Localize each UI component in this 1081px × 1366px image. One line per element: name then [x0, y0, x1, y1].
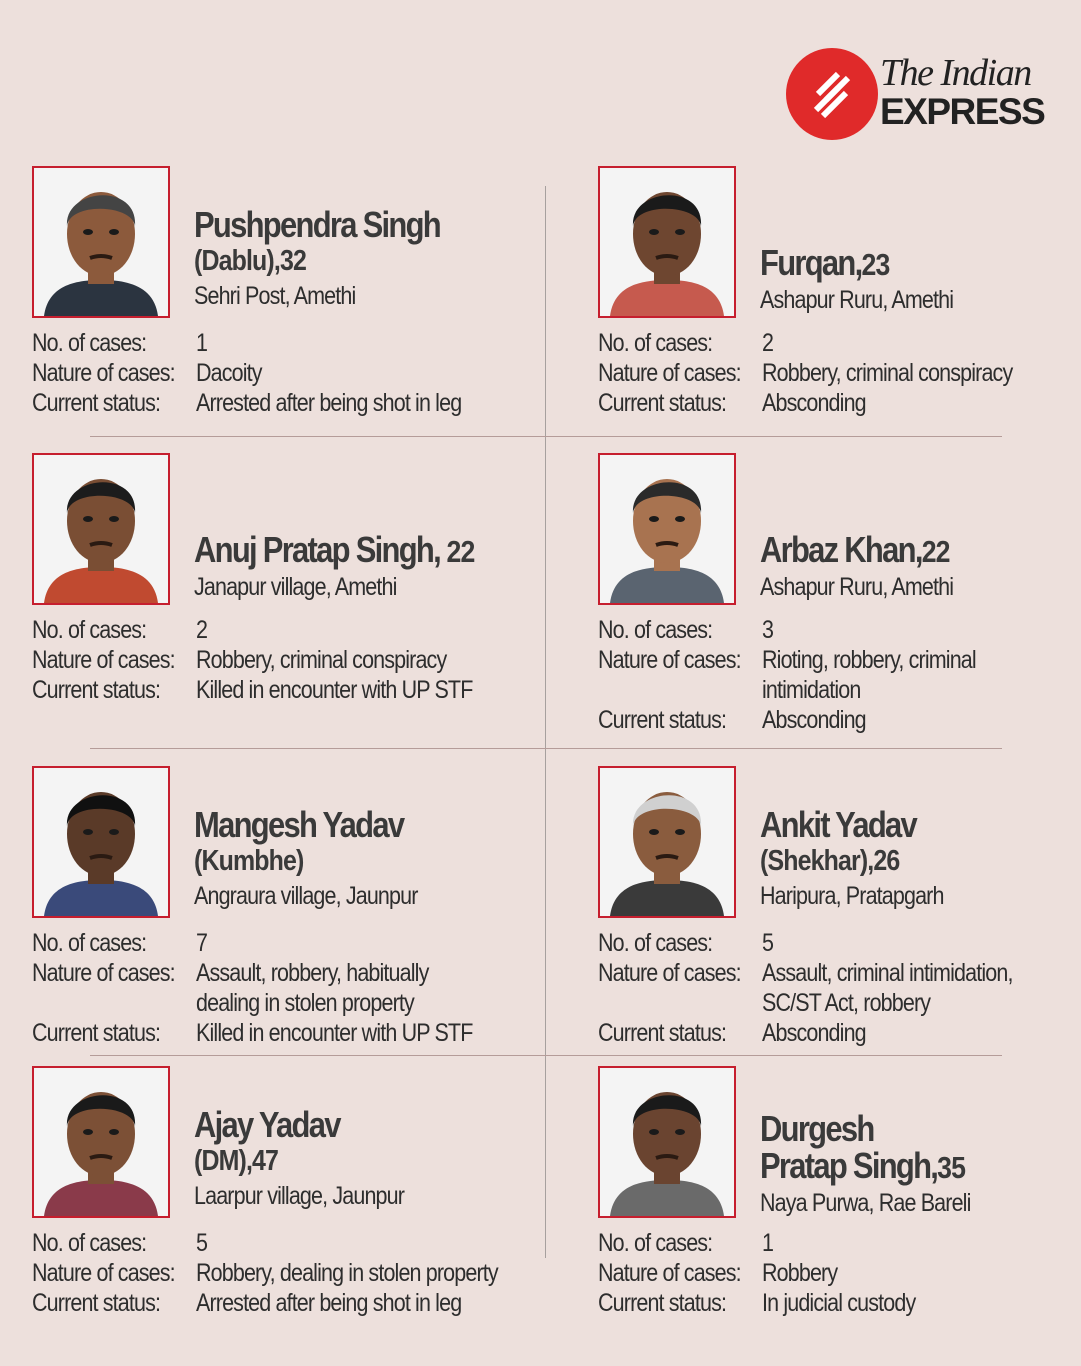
name-block	[194, 206, 480, 313]
cases-count-row-label: No. of cases:	[32, 329, 147, 357]
case-nature-row	[598, 645, 1078, 675]
person-name-text: Furqan,	[760, 242, 862, 283]
case-nature-row-label: Nature of cases:	[598, 959, 741, 987]
person-card	[32, 766, 512, 1066]
current-status-row-label: Current status:	[32, 389, 161, 417]
person-name-text: Mangesh Yadav	[194, 804, 404, 845]
cases-count-row-value: 5	[762, 929, 774, 957]
person-age: 22	[439, 534, 475, 569]
current-status-row	[598, 1018, 1078, 1048]
person-photo	[598, 1066, 736, 1218]
case-nature-row-label: Nature of cases:	[32, 359, 175, 387]
person-photo	[32, 1066, 170, 1218]
current-status-row-label: Current status:	[598, 1289, 727, 1317]
cases-count-row-value: 7	[196, 929, 208, 957]
person-alias: (Dablu),32	[194, 245, 306, 277]
person-photo	[598, 166, 736, 318]
person-name	[194, 806, 418, 843]
current-status-row	[598, 1288, 1078, 1318]
current-status-row-label: Current status:	[598, 706, 727, 734]
case-nature-row-value: Robbery, dealing in stolen property	[196, 1259, 498, 1287]
name-block	[194, 531, 520, 604]
person-alias: (Shekhar),26	[760, 845, 900, 877]
current-status-row-label: Current status:	[32, 1289, 161, 1317]
case-nature-row	[598, 1258, 1078, 1288]
current-status-row-value: Absconding	[762, 706, 866, 734]
person-location: Janapur village, Amethi	[194, 573, 397, 601]
person-name	[760, 806, 944, 843]
person-photo	[598, 453, 736, 605]
case-nature-row	[32, 1258, 512, 1288]
case-nature-row-value: SC/ST Act, robbery	[762, 989, 931, 1017]
case-nature-row-value: Robbery	[762, 1259, 838, 1287]
current-status-row	[598, 388, 1078, 418]
person-age: 23	[861, 247, 890, 282]
indian-express-logo	[786, 48, 1046, 140]
person-card	[598, 1066, 1078, 1366]
cases-count-row-value: 5	[196, 1229, 208, 1257]
cases-count-row-label: No. of cases:	[32, 1229, 147, 1257]
person-alias: (DM),47	[194, 1145, 279, 1177]
name-block	[760, 806, 973, 913]
current-status-row	[32, 1018, 512, 1048]
case-nature-row-value: Assault, robbery, habitually	[196, 959, 429, 987]
case-nature-row	[32, 988, 512, 1018]
cases-count-row-value: 3	[762, 616, 774, 644]
person-card	[32, 1066, 512, 1366]
cases-count-row	[32, 928, 512, 958]
cases-count-row	[598, 1228, 1078, 1258]
name-block	[760, 244, 985, 317]
case-nature-row-value: intimidation	[762, 676, 861, 704]
cases-count-row	[32, 1228, 512, 1258]
person-alias: (Kumbhe)	[194, 845, 304, 877]
current-status-row-value: Arrested after being shot in leg	[196, 1289, 462, 1317]
current-status-row-value: Killed in encounter with UP STF	[196, 1019, 473, 1047]
person-photo	[32, 453, 170, 605]
cases-count-row	[598, 328, 1078, 358]
person-card	[598, 166, 1078, 466]
case-nature-row	[32, 358, 512, 388]
case-nature-row	[598, 358, 1078, 388]
case-nature-row	[32, 958, 512, 988]
person-name	[194, 531, 474, 570]
current-status-row	[32, 388, 512, 418]
portrait-icon	[600, 168, 734, 316]
case-nature-row-label: Nature of cases:	[32, 1259, 175, 1287]
person-name-line2-text: Pratap Singh,	[760, 1145, 938, 1186]
person-location: Naya Purwa, Rae Bareli	[760, 1189, 971, 1217]
current-status-row-value: Killed in encounter with UP STF	[196, 676, 473, 704]
person-photo	[32, 766, 170, 918]
person-location: Ashapur Ruru, Amethi	[760, 286, 954, 314]
person-name-text: Pushpendra Singh	[194, 204, 440, 245]
person-location: Sehri Post, Amethi	[194, 282, 356, 310]
name-block	[194, 806, 454, 913]
case-nature-row	[598, 675, 1078, 705]
case-nature-row	[598, 988, 1078, 1018]
person-name-text: Ajay Yadav	[194, 1104, 340, 1145]
person-name	[760, 1110, 971, 1147]
name-block	[760, 531, 985, 604]
case-nature-row-value: Assault, criminal intimidation,	[762, 959, 1013, 987]
person-name-text: Durgesh	[760, 1108, 874, 1149]
brand-name-line2: EXPRESS	[880, 91, 1045, 132]
cases-count-row-label: No. of cases:	[598, 1229, 713, 1257]
current-status-row	[32, 1288, 512, 1318]
cases-count-row-value: 1	[762, 1229, 774, 1257]
name-block	[194, 1106, 438, 1213]
case-nature-row-label: Nature of cases:	[32, 646, 175, 674]
cases-count-row	[32, 615, 512, 645]
cases-count-row-label: No. of cases:	[32, 929, 147, 957]
cases-count-row-label: No. of cases:	[598, 616, 713, 644]
case-nature-row-value: dealing in stolen property	[196, 989, 414, 1017]
person-name-text: Anuj Pratap Singh,	[194, 529, 440, 570]
case-nature-row-label: Nature of cases:	[598, 646, 741, 674]
case-nature-row-label: Nature of cases:	[32, 959, 175, 987]
cases-count-row-label: No. of cases:	[598, 929, 713, 957]
current-status-row-label: Current status:	[32, 676, 161, 704]
person-location: Angraura village, Jaunpur	[194, 882, 418, 910]
person-location: Laarpur village, Jaunpur	[194, 1182, 405, 1210]
person-age: 22	[921, 534, 950, 569]
person-card	[598, 766, 1078, 1066]
portrait-icon	[600, 1068, 734, 1216]
current-status-row-value: In judicial custody	[762, 1289, 916, 1317]
person-card	[598, 453, 1078, 753]
person-age: 35	[937, 1150, 966, 1185]
person-name-line2	[760, 1147, 971, 1186]
person-location: Ashapur Ruru, Amethi	[760, 573, 954, 601]
cases-count-row-value: 1	[196, 329, 208, 357]
person-name	[194, 1106, 404, 1143]
person-name-text: Arbaz Khan,	[760, 529, 922, 570]
cases-count-row	[32, 328, 512, 358]
portrait-icon	[34, 455, 168, 603]
case-nature-row-value: Robbery, criminal conspiracy	[196, 646, 447, 674]
portrait-icon	[34, 168, 168, 316]
current-status-row-value: Absconding	[762, 389, 866, 417]
cases-count-row	[598, 615, 1078, 645]
current-status-row	[598, 705, 1078, 735]
current-status-row-value: Arrested after being shot in leg	[196, 389, 462, 417]
name-block	[760, 1110, 1005, 1220]
current-status-row-label: Current status:	[598, 389, 727, 417]
current-status-row-label: Current status:	[32, 1019, 161, 1047]
cases-count-row-label: No. of cases:	[598, 329, 713, 357]
person-name-text: Ankit Yadav	[760, 804, 917, 845]
brand-name-line1: The Indian	[880, 52, 1031, 94]
current-status-row-label: Current status:	[598, 1019, 727, 1047]
current-status-row-value: Absconding	[762, 1019, 866, 1047]
cases-count-row-label: No. of cases:	[32, 616, 147, 644]
case-nature-row-label: Nature of cases:	[598, 359, 741, 387]
column-divider	[545, 186, 546, 1258]
case-nature-row	[598, 958, 1078, 988]
case-nature-row-value: Robbery, criminal conspiracy	[762, 359, 1013, 387]
cases-count-row	[598, 928, 1078, 958]
person-location: Haripura, Pratapgarh	[760, 882, 944, 910]
person-photo	[32, 166, 170, 318]
case-nature-row	[32, 645, 512, 675]
person-card	[32, 453, 512, 753]
cases-count-row-value: 2	[762, 329, 774, 357]
portrait-icon	[600, 768, 734, 916]
current-status-row	[32, 675, 512, 705]
person-photo	[598, 766, 736, 918]
portrait-icon	[34, 1068, 168, 1216]
portrait-icon	[600, 455, 734, 603]
case-nature-row-label: Nature of cases:	[598, 1259, 741, 1287]
person-card	[32, 166, 512, 466]
person-name	[760, 244, 953, 283]
cases-count-row-value: 2	[196, 616, 208, 644]
case-nature-row-value: Dacoity	[196, 359, 262, 387]
portrait-icon	[34, 768, 168, 916]
person-name	[760, 531, 953, 570]
case-nature-row-value: Rioting, robbery, criminal	[762, 646, 976, 674]
person-name	[194, 206, 440, 243]
indian-express-emblem-icon	[786, 48, 878, 140]
